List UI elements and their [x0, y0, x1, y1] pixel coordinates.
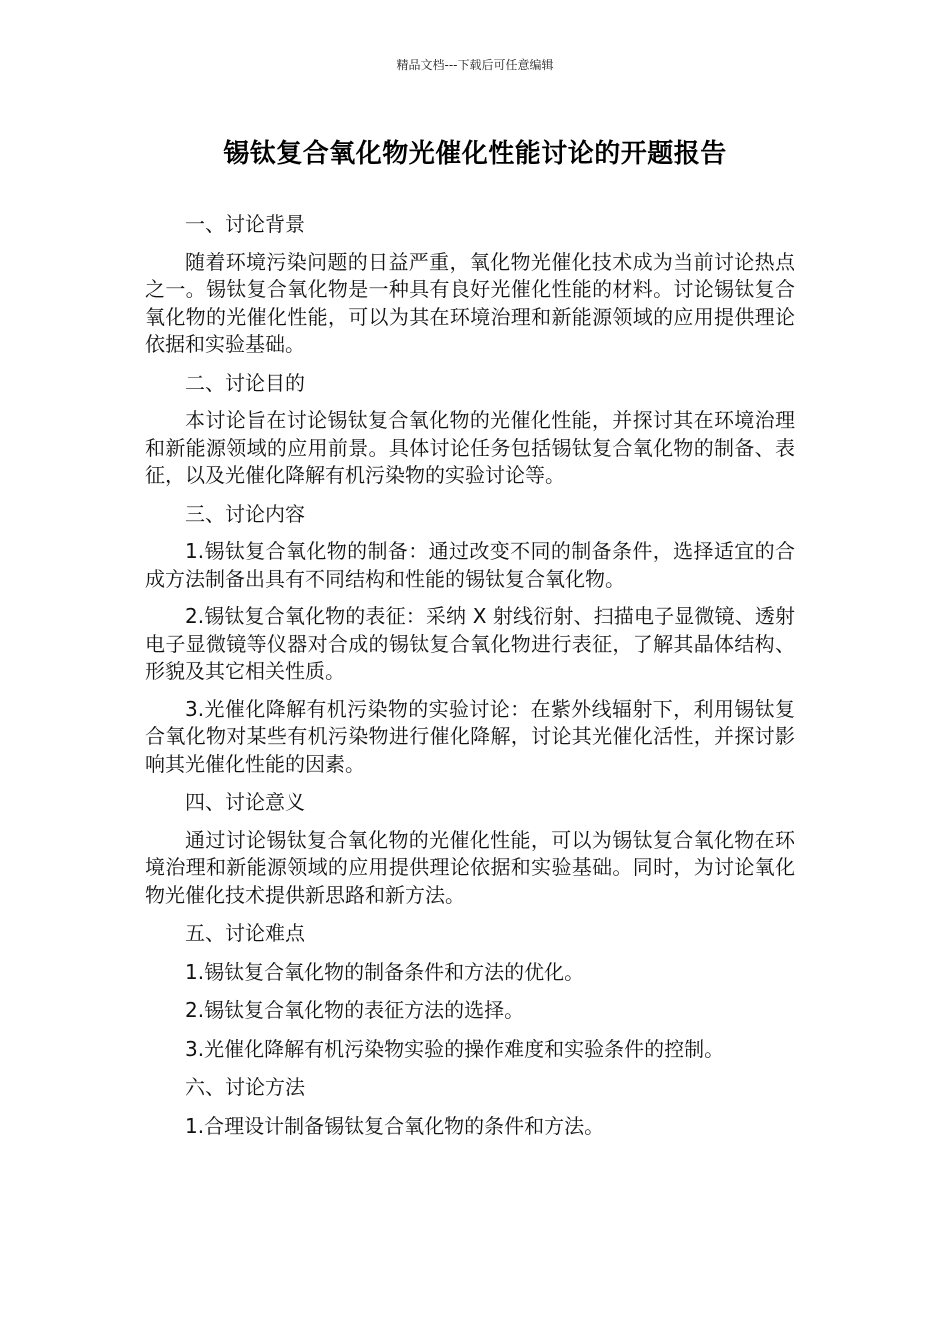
paragraph-content-item-3: 3.光催化降解有机污染物的实验讨论：在紫外线辐射下，利用锡钛复合氧化物对某些有机污染物进行催化降解，讨论其光催化活性，并探讨影响其光催化性能的因素。 — [145, 696, 795, 776]
section-heading-background: 一、讨论背景 — [185, 212, 305, 236]
paragraph-content-item-1: 1.锡钛复合氧化物的制备：通过改变不同的制备条件，选择适宜的合成方法制备出具有不同结构和性能的锡钛复合氧化物。 — [145, 539, 795, 591]
paragraph-background: 随着环境污染问题的日益严重，氧化物光催化技术成为当前讨论热点之一。锡钛复合氧化物是一种具有良好光催化性能的材料。讨论锡钛复合氧化物的光催化性能，可以为其在环境治理和新能源领域的应用提供理论依据和实验基础。 — [145, 249, 795, 356]
page-header-note: 精品文档---下载后可任意编辑 — [396, 58, 554, 72]
document-body — [145, 211, 795, 1140]
section-heading-methods: 六、讨论方法 — [185, 1075, 305, 1099]
section-heading-purpose: 二、讨论目的 — [185, 370, 305, 395]
paragraph-purpose: 本讨论旨在讨论锡钛复合氧化物的光催化性能，并探讨其在环境治理和新能源领域的应用前景。具体讨论任务包括锡钛复合氧化物的制备、表征，以及光催化降解有机污染物的实验讨论等。 — [145, 408, 795, 487]
paragraph-method-item-1: 1.合理设计制备锡钛复合氧化物的条件和方法。 — [185, 1113, 605, 1138]
section-heading-significance: 四、讨论意义 — [185, 790, 305, 814]
section-heading-difficulties: 五、讨论难点 — [185, 921, 305, 945]
paragraph-difficulty-item-1: 1.锡钛复合氧化物的制备条件和方法的优化。 — [185, 959, 585, 984]
paragraph-content-item-2: 2.锡钛复合氧化物的表征：采纳 X 射线衍射、扫描电子显微镜、透射电子显微镜等仪器对合成的锡钛复合氧化物进行表征，了解其晶体结构、形貌及其它相关性质。 — [145, 604, 795, 683]
paragraph-significance: 通过讨论锡钛复合氧化物的光催化性能，可以为锡钛复合氧化物在环境治理和新能源领域的应用提供理论依据和实验基础。同时，为讨论氧化物光催化技术提供新思路和新方法。 — [145, 827, 795, 907]
paragraph-difficulty-item-2: 2.锡钛复合氧化物的表征方法的选择。 — [185, 998, 525, 1022]
paragraph-difficulty-item-3: 3.光催化降解有机污染物实验的操作难度和实验条件的控制。 — [185, 1036, 725, 1061]
document-title: 锡钛复合氧化物光催化性能讨论的开题报告 — [223, 139, 727, 169]
section-heading-content: 三、讨论内容 — [185, 501, 305, 526]
